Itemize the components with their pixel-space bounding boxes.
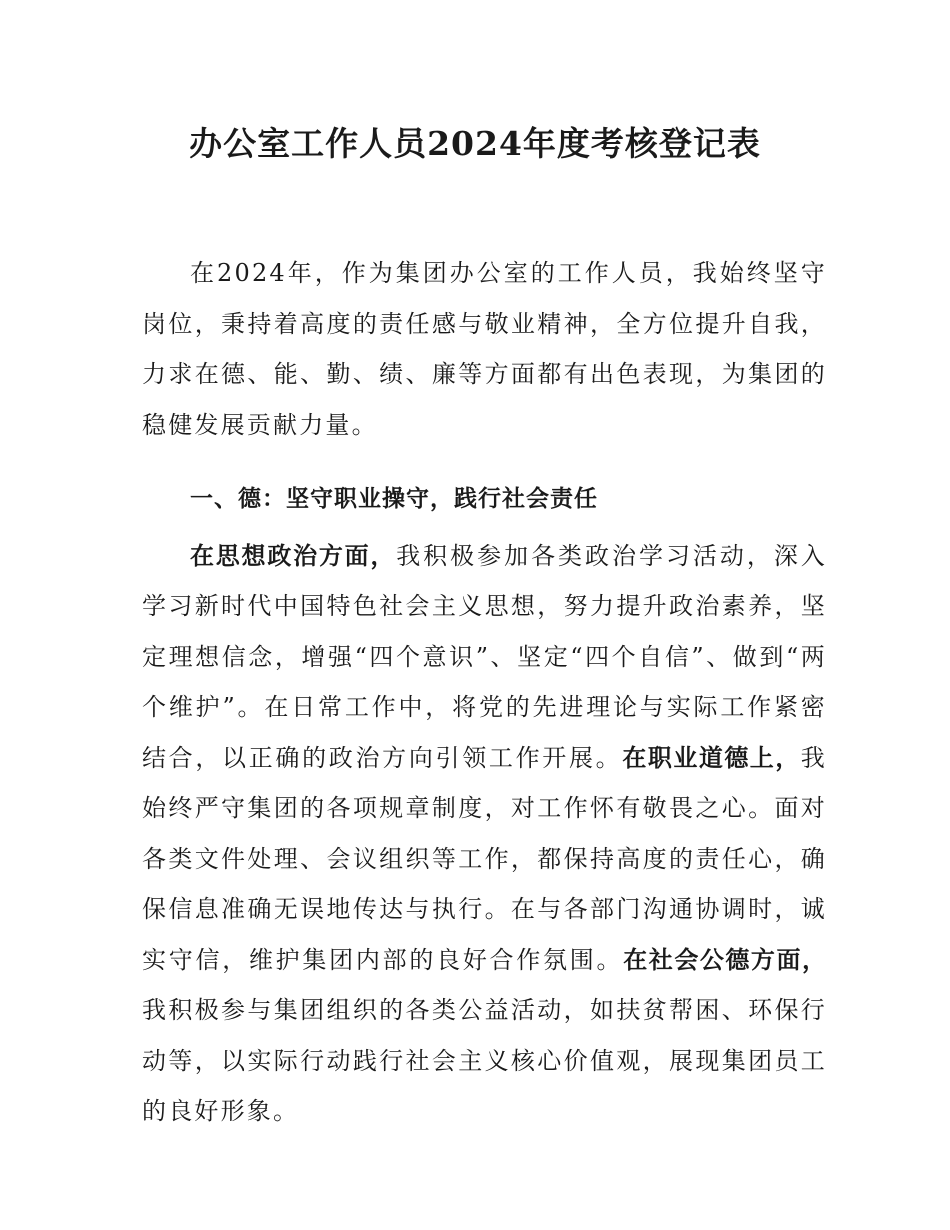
lead-social-ethics: 在社会公德方面， [623, 945, 827, 974]
document-title: 办公室工作人员2024年度考核登记表 [189, 124, 761, 163]
lead-professional-ethics: 在职业道德上， [622, 743, 801, 772]
text-professional-ethics: 我始终严守集团的各项规章制度，对工作怀有敬畏之心。面对各类文件处理、会议组织等工作，都保持高度的责任心，确保信息准确无误地传达与执行。在与各部门沟通协调时，诚实守信，维护集团内部的良好合作氛围。 [142, 743, 827, 974]
lead-ideology: 在思想政治方面， [190, 541, 397, 570]
document-body [142, 248, 827, 1137]
intro-paragraph: 在2024年，作为集团办公室的工作人员，我始终坚守岗位，秉持着高度的责任感与敬业精神，全方位提升自我，力求在德、能、勤、绩、廉等方面都有出色表现，为集团的稳健发展贡献力量。 [142, 259, 827, 439]
text-ideology: 我积极参加各类政治学习活动，深入学习新时代中国特色社会主义思想，努力提升政治素养，坚定理想信念，增强“四个意识”、坚定“四个自信”、做到“两个维护”。在日常工作中，将党的先进理论与实际工作紧密结合，以正确的政治方向引领工作开展。 [142, 541, 828, 772]
paragraph-gap [142, 450, 827, 462]
text-social-ethics: 我积极参与集团组织的各类公益活动，如扶贫帮困、环保行动等，以实际行动践行社会主义核心价值观，展现集团员工的良好形象。 [142, 996, 827, 1125]
section-heading-de: 一、德：坚守职业操守，践行社会责任 [190, 486, 598, 512]
section-de-paragraph [142, 531, 827, 1137]
